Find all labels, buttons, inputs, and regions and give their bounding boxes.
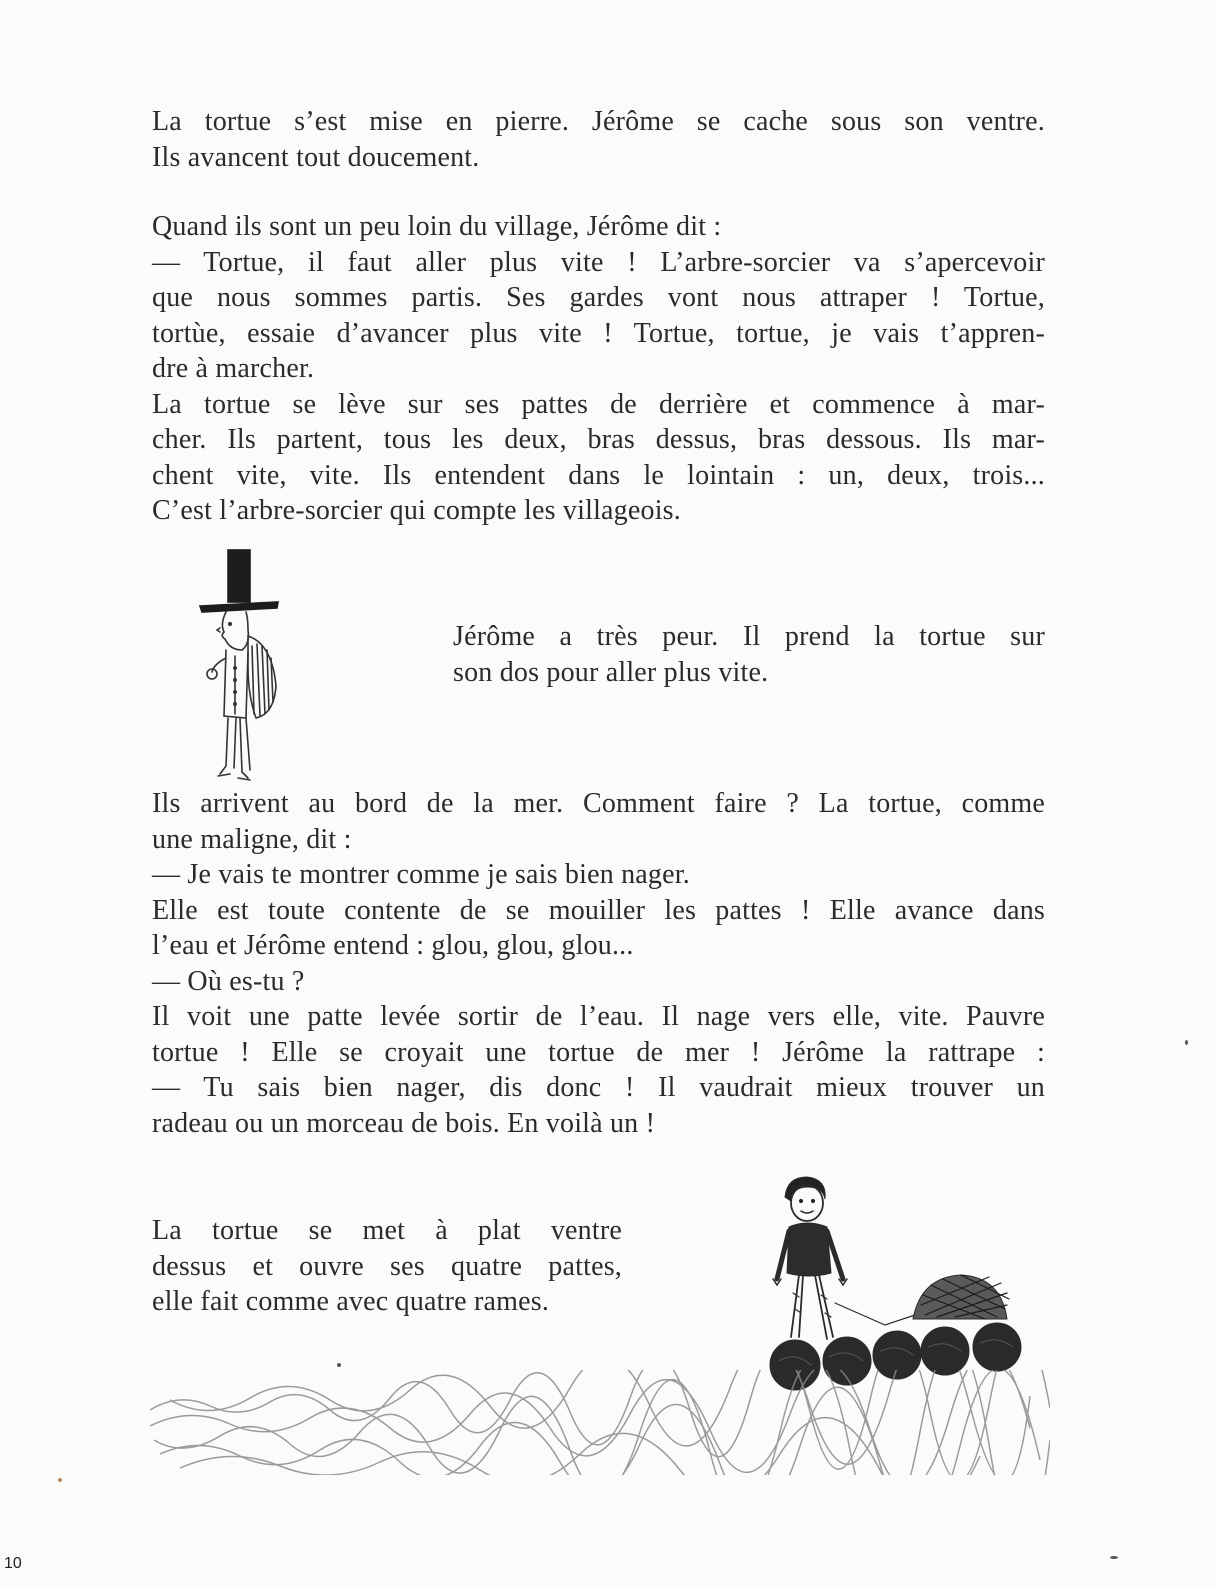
text-line: — Tortue, il faut aller plus vite ! L’arbre-sorcier va s’apercevoir [152, 246, 1045, 278]
page-number: 10 [4, 1555, 22, 1572]
paragraph-5 [152, 1213, 622, 1320]
ink-speck [337, 1363, 341, 1367]
text-line: C’est l’arbre-sorcier qui compte les villageois. [152, 495, 681, 526]
text-line: tortue ! Elle se croyait une tortue de mer ! Jérôme la rattrape : [152, 1036, 1045, 1068]
text-line: une maligne, dit : [152, 823, 352, 855]
man-in-top-hat-drawing [190, 546, 300, 791]
text-line: La tortue s’est mise en pierre. Jérôme se cache sous son ventre. [152, 106, 1045, 137]
text-line: son dos pour aller plus vite. [453, 656, 769, 688]
paragraph-1 [152, 104, 1045, 175]
ink-speck [58, 1478, 62, 1482]
text-line: chent vite, vite. Ils entendent dans le lointain : un, deux, trois... [152, 459, 1045, 491]
text-line: La tortue se met à plat ventre [152, 1215, 622, 1246]
text-line: Ils arrivent au bord de la mer. Comment faire ? La tortue, comme [152, 788, 1045, 819]
text-line: que nous sommes partis. Ses gardes vont nous attraper ! Tortue, [152, 282, 1045, 313]
text-line: dessus et ouvre ses quatre pattes, [152, 1250, 622, 1282]
text-line: cher. Ils partent, tous les deux, bras dessus, bras dessous. Ils mar- [152, 424, 1045, 455]
text-line: Quand ils sont un peu loin du village, Jérôme dit : [152, 211, 722, 242]
sea-waves-drawing [150, 1370, 1050, 1475]
text-line: radeau ou un morceau de bois. En voilà un ! [152, 1107, 656, 1139]
text-line: l’eau et Jérôme entend : glou, glou, glou... [152, 930, 634, 961]
text-line: — Tu sais bien nager, dis donc ! Il vaudrait mieux trouver un [152, 1072, 1045, 1103]
paragraph-4 [152, 786, 1045, 1141]
paragraph-2 [152, 209, 1045, 529]
ink-speck [1110, 1556, 1118, 1559]
text-line: elle fait comme avec quatre rames. [152, 1286, 550, 1317]
text-line: Jérôme a très peur. Il prend la tortue sur [453, 621, 1045, 652]
text-line: Il voit une patte levée sortir de l’eau. Il nage vers elle, vite. Pauvre [152, 1001, 1045, 1032]
text-line: — Où es-tu ? [152, 965, 305, 997]
ink-speck [1185, 1040, 1188, 1045]
text-line: dre à marcher. [152, 353, 315, 384]
boy-on-turtle-raft-drawing [765, 1175, 1065, 1400]
paragraph-3 [453, 619, 1045, 690]
text-line: — Je vais te montrer comme je sais bien nager. [152, 859, 690, 890]
text-line: Elle est toute contente de se mouiller les pattes ! Elle avance dans [152, 894, 1045, 926]
text-line: tortùe, essaie d’avancer plus vite ! Tortue, tortue, je vais t’appren- [152, 317, 1045, 349]
text-line: La tortue se lève sur ses pattes de derrière et commence à mar- [152, 388, 1045, 420]
text-line: Ils avancent tout doucement. [152, 141, 480, 173]
